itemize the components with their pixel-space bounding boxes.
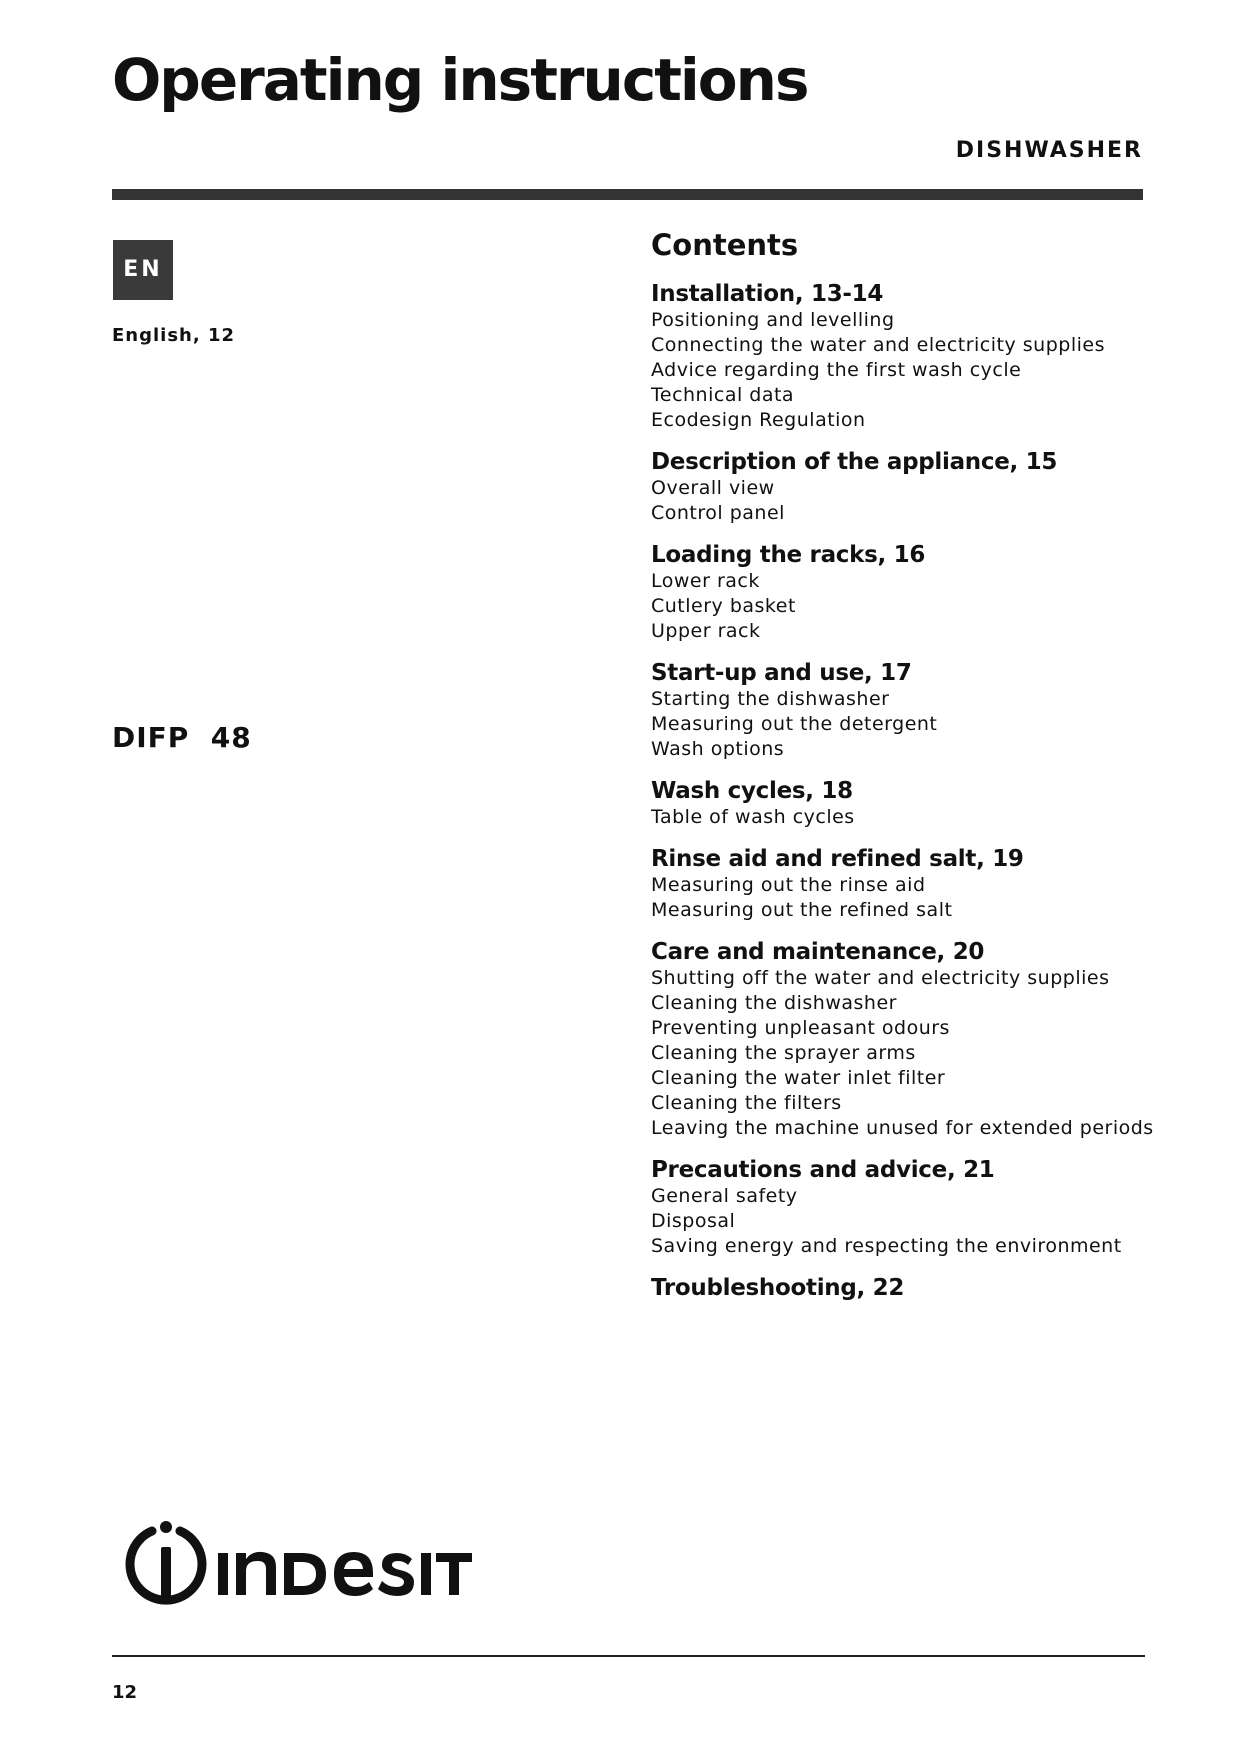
toc-section-heading: Loading the racks, 16: [651, 542, 926, 568]
toc-section: [651, 280, 1151, 433]
language-page-reference: English, 12: [112, 325, 236, 346]
toc-item-list: [651, 805, 1151, 830]
logo-wordmark: [218, 1552, 472, 1596]
toc-section-heading: Troubleshooting, 22: [651, 1275, 905, 1301]
toc-item: Cutlery basket: [651, 595, 796, 617]
toc-item: Shutting off the water and electricity supplies: [651, 967, 1110, 989]
toc-item-list: [651, 476, 1151, 526]
toc-item: Advice regarding the first wash cycle: [651, 359, 1022, 381]
toc-item: Cleaning the water inlet filter: [651, 1067, 946, 1089]
toc-section: [651, 659, 1151, 762]
toc-section-heading: Rinse aid and refined salt, 19: [651, 846, 1024, 872]
document-title: Operating instructions: [112, 46, 808, 114]
toc-item: Disposal: [651, 1210, 736, 1232]
header-divider: [112, 189, 1143, 200]
toc-item: Preventing unpleasant odours: [651, 1017, 950, 1039]
toc-item-list: [651, 1184, 1151, 1259]
toc-item: Technical data: [651, 384, 795, 406]
toc-item: Measuring out the rinse aid: [651, 874, 926, 896]
contents-title: Contents: [651, 228, 799, 262]
logo-i-stem: [161, 1547, 171, 1597]
toc-item: Table of wash cycles: [651, 806, 855, 828]
toc-section: [651, 845, 1151, 923]
toc-section: [651, 1156, 1151, 1259]
toc-section-heading: Description of the appliance, 15: [651, 449, 1058, 475]
toc-section: [651, 938, 1154, 1141]
toc-section: [651, 1274, 1151, 1302]
product-category: DISHWASHER: [955, 138, 1143, 163]
toc-item: Ecodesign Regulation: [651, 409, 866, 431]
toc-section-heading: Wash cycles, 18: [651, 778, 853, 804]
toc-item: Measuring out the detergent: [651, 713, 938, 735]
toc-item: Leaving the machine unused for extended periods: [651, 1117, 1154, 1139]
toc-item-list: [651, 873, 1151, 923]
toc-item-list: [651, 308, 1151, 433]
language-badge: EN: [113, 240, 173, 300]
toc-item: Cleaning the filters: [651, 1092, 842, 1114]
toc-item: Upper rack: [651, 620, 761, 642]
toc-section: [651, 777, 1151, 830]
toc-item: Positioning and levelling: [651, 309, 895, 331]
toc-item: Control panel: [651, 502, 785, 524]
toc-item: Connecting the water and electricity supplies: [651, 334, 1105, 356]
toc-item: Wash options: [651, 738, 785, 760]
toc-item: Overall view: [651, 477, 775, 499]
toc-item-list: [651, 569, 1151, 644]
toc-item-list: [651, 687, 1151, 762]
toc-section-heading: Start-up and use, 17: [651, 660, 912, 686]
toc-item: Measuring out the refined salt: [651, 899, 953, 921]
toc-section: [651, 541, 1151, 644]
footer-divider: [112, 1655, 1145, 1657]
toc-item: Cleaning the sprayer arms: [651, 1042, 916, 1064]
table-of-contents: [651, 222, 1154, 1317]
logo-i-dot: [160, 1521, 172, 1533]
toc-item: Saving energy and respecting the environment: [651, 1235, 1122, 1257]
toc-item: Starting the dishwasher: [651, 688, 890, 710]
toc-section-heading: Care and maintenance, 20: [651, 939, 985, 965]
toc-item: Lower rack: [651, 570, 760, 592]
page-number: 12: [112, 1682, 138, 1703]
toc-item-list: [651, 966, 1154, 1141]
model-number: DIFP 48: [112, 721, 252, 754]
toc-section-heading: Precautions and advice, 21: [651, 1157, 995, 1183]
indesit-logo: [116, 1515, 476, 1615]
toc-item: General safety: [651, 1185, 798, 1207]
toc-sections: [651, 280, 1154, 1302]
toc-section: [651, 448, 1151, 526]
toc-item: Cleaning the dishwasher: [651, 992, 897, 1014]
toc-section-heading: Installation, 13-14: [651, 281, 884, 307]
